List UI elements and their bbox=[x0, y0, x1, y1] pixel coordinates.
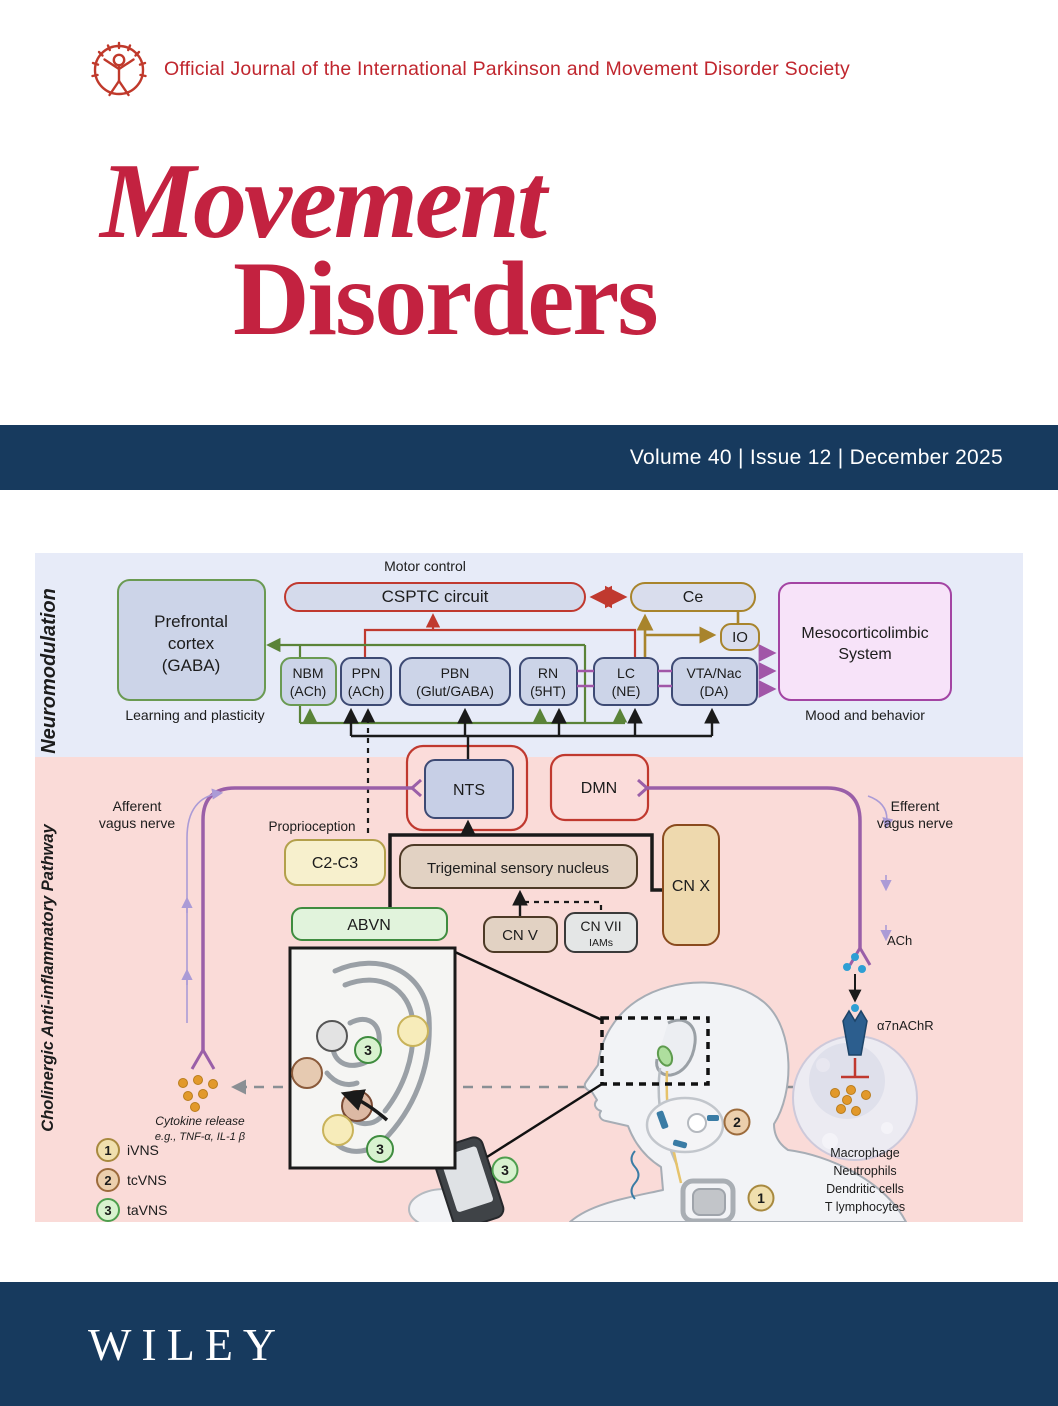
dmn-label: DMN bbox=[580, 780, 618, 797]
mesocorticolimbic-box bbox=[779, 583, 951, 700]
stim-site-tan-1 bbox=[292, 1058, 322, 1088]
pbn-box bbox=[400, 658, 510, 705]
motor-control-label-group bbox=[384, 558, 466, 574]
badge-1-num: 1 bbox=[757, 1190, 765, 1206]
cnvii-box bbox=[565, 913, 637, 952]
legend-3-label: taVNS bbox=[127, 1202, 168, 1218]
badge-1-implant bbox=[749, 1186, 774, 1211]
cells-label-4: T lymphocytes bbox=[824, 1200, 906, 1214]
society-brain-logo-icon bbox=[88, 36, 150, 102]
vta-label-2: (DA) bbox=[699, 683, 729, 699]
prefrontal-label-1: Prefrontal bbox=[154, 612, 228, 631]
ach-label: ACh bbox=[887, 933, 913, 948]
stim-site-yellow-1 bbox=[398, 1016, 428, 1046]
dmn-box bbox=[551, 755, 648, 820]
efferent-label-2: vagus nerve bbox=[876, 815, 954, 831]
afferent-label-2: vagus nerve bbox=[98, 815, 176, 831]
prefrontal-label-3: (GABA) bbox=[161, 656, 221, 675]
abvn-label: ABVN bbox=[347, 917, 391, 934]
pbn-label-1: PBN bbox=[440, 665, 470, 681]
legend-1-num: 1 bbox=[104, 1143, 112, 1158]
badge-3-phone bbox=[493, 1158, 518, 1183]
legend-2-num: 2 bbox=[104, 1173, 112, 1188]
rn-box bbox=[520, 658, 577, 705]
cover-figure bbox=[35, 553, 1023, 1222]
cnv-label: CN V bbox=[502, 927, 538, 944]
trigeminal-label: Trigeminal sensory nucleus bbox=[426, 860, 610, 877]
trigeminal-box bbox=[400, 845, 637, 888]
receptor-label: α7nAChR bbox=[877, 1018, 934, 1033]
efferent-label-1: Efferent bbox=[890, 798, 940, 814]
rn-label-2: (5HT) bbox=[530, 683, 566, 699]
cnvii-label-1: CN VII bbox=[580, 918, 622, 934]
rn-label-1: RN bbox=[537, 665, 559, 681]
section-label-cholinergic: Cholinergic Anti-inflammatory Pathway bbox=[39, 824, 57, 1132]
badge-2-neck bbox=[725, 1110, 750, 1135]
meso-label-2: System bbox=[838, 646, 892, 663]
society-line: Official Journal of the International Parkinson and Movement Disorder Society bbox=[164, 57, 850, 80]
society-header bbox=[88, 36, 850, 102]
c2c3-box bbox=[285, 840, 385, 885]
title-movement: Movement bbox=[100, 142, 544, 261]
csptc-box bbox=[285, 583, 585, 611]
vns-pathway-diagram bbox=[35, 553, 1023, 1222]
motor-control-label: Motor control bbox=[384, 558, 466, 574]
cells-label-1: Macrophage bbox=[830, 1146, 900, 1160]
stim-site-yellow-2 bbox=[323, 1115, 353, 1145]
badge-3-num: 3 bbox=[501, 1162, 509, 1178]
title-disorders: Disorders bbox=[233, 240, 657, 357]
prefrontal-cortex-box bbox=[118, 580, 265, 700]
pbn-label-2: (Glut/GABA) bbox=[416, 683, 494, 699]
afferent-label-1: Afferent bbox=[112, 798, 162, 814]
legend-1-label: iVNS bbox=[127, 1142, 159, 1158]
csptc-label: CSPTC circuit bbox=[381, 587, 489, 606]
ppn-box bbox=[341, 658, 391, 705]
inset-badge-3b bbox=[367, 1136, 393, 1162]
nbm-label-1: NBM bbox=[292, 665, 324, 681]
badge-3a-num: 3 bbox=[364, 1042, 372, 1058]
cytokine-label-1: Cytokine release bbox=[155, 1114, 245, 1128]
abvn-box bbox=[292, 908, 447, 940]
learning-plasticity-label: Learning and plasticity bbox=[125, 707, 265, 723]
ce-box bbox=[631, 583, 755, 611]
cells-label-3: Dendritic cells bbox=[826, 1182, 904, 1196]
cnx-box bbox=[663, 825, 719, 945]
meso-label-1: Mesocorticolimbic bbox=[801, 625, 929, 642]
ppn-label-2: (ACh) bbox=[347, 683, 385, 699]
io-box bbox=[721, 624, 759, 650]
c2c3-label: C2-C3 bbox=[311, 855, 359, 872]
publisher-footer bbox=[0, 1282, 1058, 1406]
ear-inset bbox=[290, 948, 455, 1168]
inset-badge-3a bbox=[355, 1037, 381, 1063]
legend-item-tcvns bbox=[97, 1169, 167, 1191]
ppn-label-1: PPN bbox=[351, 665, 381, 681]
legend-item-tavns bbox=[97, 1199, 167, 1221]
vns-legend bbox=[97, 1139, 167, 1221]
mood-behavior-label: Mood and behavior bbox=[805, 707, 925, 723]
vta-label-1: VTA/Nac bbox=[686, 665, 742, 681]
legend-2-label: tcVNS bbox=[127, 1172, 167, 1188]
nbm-box bbox=[281, 658, 336, 705]
issue-banner bbox=[0, 425, 1058, 490]
cnx-label: CN X bbox=[671, 878, 711, 895]
nbm-label-2: (ACh) bbox=[289, 683, 327, 699]
cytokine-label-2: e.g., TNF-α, IL-1 β bbox=[154, 1131, 246, 1143]
nts-label: NTS bbox=[453, 782, 485, 799]
lc-label-2: (NE) bbox=[611, 683, 641, 699]
legend-3-num: 3 bbox=[104, 1203, 112, 1218]
badge-3b-num: 3 bbox=[376, 1141, 384, 1157]
issue-info: Volume 40 | Issue 12 | December 2025 bbox=[629, 445, 1003, 469]
section-label-neuromodulation: Neuromodulation bbox=[38, 588, 60, 754]
lc-box bbox=[594, 658, 658, 705]
lc-label-1: LC bbox=[617, 665, 635, 681]
legend-item-ivns bbox=[97, 1139, 159, 1161]
cells-label-2: Neutrophils bbox=[833, 1164, 897, 1178]
cnv-box bbox=[484, 917, 557, 952]
prefrontal-label-2: cortex bbox=[167, 634, 215, 653]
badge-2-num: 2 bbox=[733, 1114, 741, 1130]
wiley-logo: WILEY bbox=[88, 1319, 287, 1370]
cnvii-label-2: IAMs bbox=[589, 937, 613, 949]
ce-label: Ce bbox=[682, 589, 704, 606]
io-label: IO bbox=[732, 629, 748, 646]
proprioception-label: Proprioception bbox=[268, 819, 356, 834]
vta-nac-box bbox=[672, 658, 757, 705]
stim-site-grey bbox=[317, 1021, 347, 1051]
